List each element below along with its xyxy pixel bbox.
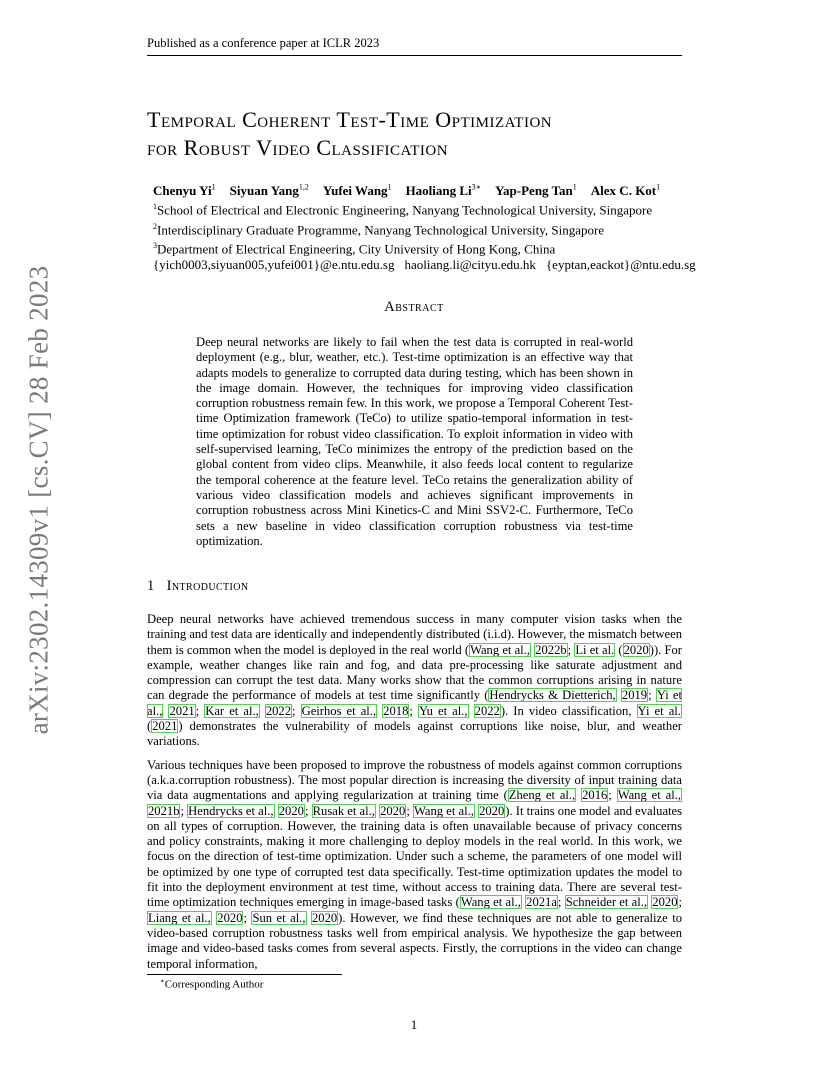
abstract-body: Deep neural networks are likely to fail when the test data is corrupted in real-world deployment (e.g., blur, weather, etc.). Test-time optimization is an effective way that adapts models to generalize to corrupted data during testing, which has been shown in the image domain. However, the techniques for improving video classification corruption robustness remain few. In this work, we propose a Temporal Coherent Test-time Optimization framework (TeCo) to utilize spatio-temporal information in test-time optimization for robust video classification. To exploit information in video with self-supervised learning, TeCo minimizes the entropy of the prediction based on the global content from video clips. Meanwhile, it also feeds local content to regularize the temporal coherence at the feature level. TeCo retains the generalization ability of various video classification models and achieves significant improvements in corruption robustness across Mini Kinetics-C and Mini SSV2-C. Furthermore, TeCo sets a new baseline in video classification corruption robustness via test-time optimization. [196,335,633,548]
affiliations [153,199,706,257]
author-name: Alex C. Kot$^1$ [590,183,661,199]
author-name: Siyuan Yang$^{1,2}$ [229,183,309,199]
paragraph: Various techniques have been proposed to improve the robustness of models against common corruptions (a.k.a.corruption robustness). The most popular direction is increasing the diversity of input training data via data augmentations and applying regularization at training time (Zheng et al., 2016; Wang et al., 2021b; Hendrycks et al., 2020; Rusak et al., 2020; Wang et al., 2020). It trains one model and evaluates on all types of corruption. However, the training data is often unavailable because of privacy concerns and policy constraints, making it more challenging to deploy models in the real world. In this work, we focus on the direction of test-time optimization. Under such a scheme, the parameters of one model will be optimized by one type of corrupted test data specifically. Test-time optimization updates the model to fit into the deployment environment at test time, without access to training data. There are several test-time optimization techniques emerging in image-based tasks (Wang et al., 2021a; Schneider et al., 2020; Liang et al., 2020; Sun et al., 2020). However, we find these techniques are not able to generalize to video-based corruption robustness tasks well from empirical analysis. We hypothesize the gap between image and video-based tasks comes from several aspects. Firstly, the corruptions in the video can change temporal information, [147,757,683,971]
citation-link[interactable]: Hendrycks et al., [188,803,274,818]
affiliation-line [153,199,706,218]
citation-link[interactable]: Wang et al., [414,803,474,818]
author-affiliation-mark: 1 [387,183,392,192]
arxiv-sidebar [23,265,54,735]
venue-text: Published as a conference paper at ICLR 2023 [147,36,380,50]
citation-link[interactable]: Li et al. [575,642,615,657]
citation-link[interactable]: 2022 [265,703,292,718]
paper-title [147,106,707,162]
affiliation-text: Interdisciplinary Graduate Programme, Nanyang Technological University, Singapore [157,221,605,237]
citation-link[interactable]: Geirhos et al., [301,703,377,718]
citation-link[interactable]: 2019 [621,688,648,703]
citation-link[interactable]: Wang et al., [460,895,521,910]
page-header [147,36,682,56]
citation-link[interactable]: Rusak et al., [312,803,375,818]
citation-link[interactable]: 2021b [148,803,180,818]
affiliation-text: Department of Electrical Engineering, City University of Hong Kong, China [157,241,556,257]
citation-link[interactable]: 2020 [311,910,338,925]
citation-link[interactable]: Liang et al., [148,910,211,925]
abstract-heading: Abstract [384,299,444,315]
author-affiliation-mark: 1 [656,183,661,192]
citation-link[interactable]: 2020 [380,803,406,818]
citation-link[interactable]: Yi et al., [147,688,683,718]
citation-link[interactable]: 2021 [169,703,195,718]
citation-link[interactable]: Hendrycks & Dietterich, [489,688,616,703]
page-number: 1 [410,1017,418,1032]
citation-link[interactable]: 2020 [217,910,243,925]
author-name: Haoliang $Li^{3∗}$ [405,183,482,199]
citation-link[interactable]: 2020 [479,803,505,818]
affiliation-line [153,238,706,257]
email[interactable]: {yich0003,siyuan005,yufei001}@e.ntu.edu.sg [153,257,395,273]
email[interactable]: haoliang.li@cityu.edu.hk [404,257,536,273]
footnote-rule [147,974,342,975]
author-block [153,180,706,273]
citation-link[interactable]: Yu et al., [418,703,468,718]
citation-link[interactable]: 2016 [582,788,608,803]
footnote [160,977,263,991]
citation-link[interactable]: Kar et al., [205,703,259,718]
footnote-mark: ∗ [160,977,165,985]
footnote-text: Corresponding Author [164,978,264,991]
author-affiliation-mark: 1 [572,183,577,192]
citation-link[interactable]: 2022b [535,642,567,657]
email[interactable]: {eyptan,eackot}@ntu.edu.sg [545,257,696,273]
section-title: Introduction [166,578,249,594]
author-names [153,180,706,199]
author-name: Yap-Peng Tan$^1$ [495,183,577,199]
citation-link[interactable]: Sun et al., [252,910,306,925]
affiliation-mark: 2 [153,221,157,231]
title-line-2: for Robust Video Classification [147,135,449,160]
citation-link[interactable]: 2021a [526,895,557,910]
affiliation-text: School of Electrical and Electronic Engineering, Nanyang Technological University, Singapore [157,202,653,218]
affiliation-mark: 1 [153,202,157,212]
citation-link[interactable]: Wang et al., [470,642,530,657]
citation-link[interactable]: 2020 [652,895,678,910]
title-line-1: Temporal Coherent Test-Time Optimization [147,107,553,132]
author-affiliation-mark: 1,2 [298,183,309,192]
citation-link[interactable]: 2020 [623,642,649,657]
author-name: Yufei Wang$^1$ [322,183,392,199]
section-heading [147,578,249,595]
section-number: 1 [147,578,155,594]
arxiv-id: arXiv:2302.14309v1 [cs.CV] 28 Feb 2023 [23,265,54,735]
author-affiliation-mark: 3∗ [471,183,482,192]
citation-link[interactable]: Zheng et al., [508,788,576,803]
citation-link[interactable]: Yi et al. [637,703,681,718]
citation-link[interactable]: 2018 [383,703,409,718]
citation-link[interactable]: 2020 [278,803,304,818]
affiliation-line [153,219,706,238]
citation-link[interactable]: 2022 [474,703,500,718]
citation-link[interactable]: Schneider et al., [565,895,648,910]
affiliation-mark: 3 [153,240,157,250]
paragraph: Deep neural networks have achieved tremendous success in many computer vision tasks when the training and test data are identically and independently distributed (i.i.d). However, the mismatch between them is common when the model is deployed in the real world (Wang et al., 2022b; Li et al. (2020)). For example, weather changes like rain and fog, and data pre-processing like saturate adjustment and compression can corrupt the test data. Many works show that the common corruptions arising in nature can degrade the performance of models at test time significantly (Hendrycks & Dietterich, 2019; Yi et al., 2021; Kar et al., 2022; Geirhos et al., 2018; Yu et al., 2022). In video classification, Yi et al. (2021) demonstrates the vulnerability of models against corruptions like noise, blur, and weather variations. [147,612,683,749]
author-name: Chenyu Yi$^1$ [153,183,216,199]
author-affiliation-mark: 1 [211,183,216,192]
citation-link[interactable]: 2021 [152,719,178,734]
emails [153,257,706,273]
introduction-body [147,612,682,980]
citation-link[interactable]: Wang et al., [617,788,681,803]
